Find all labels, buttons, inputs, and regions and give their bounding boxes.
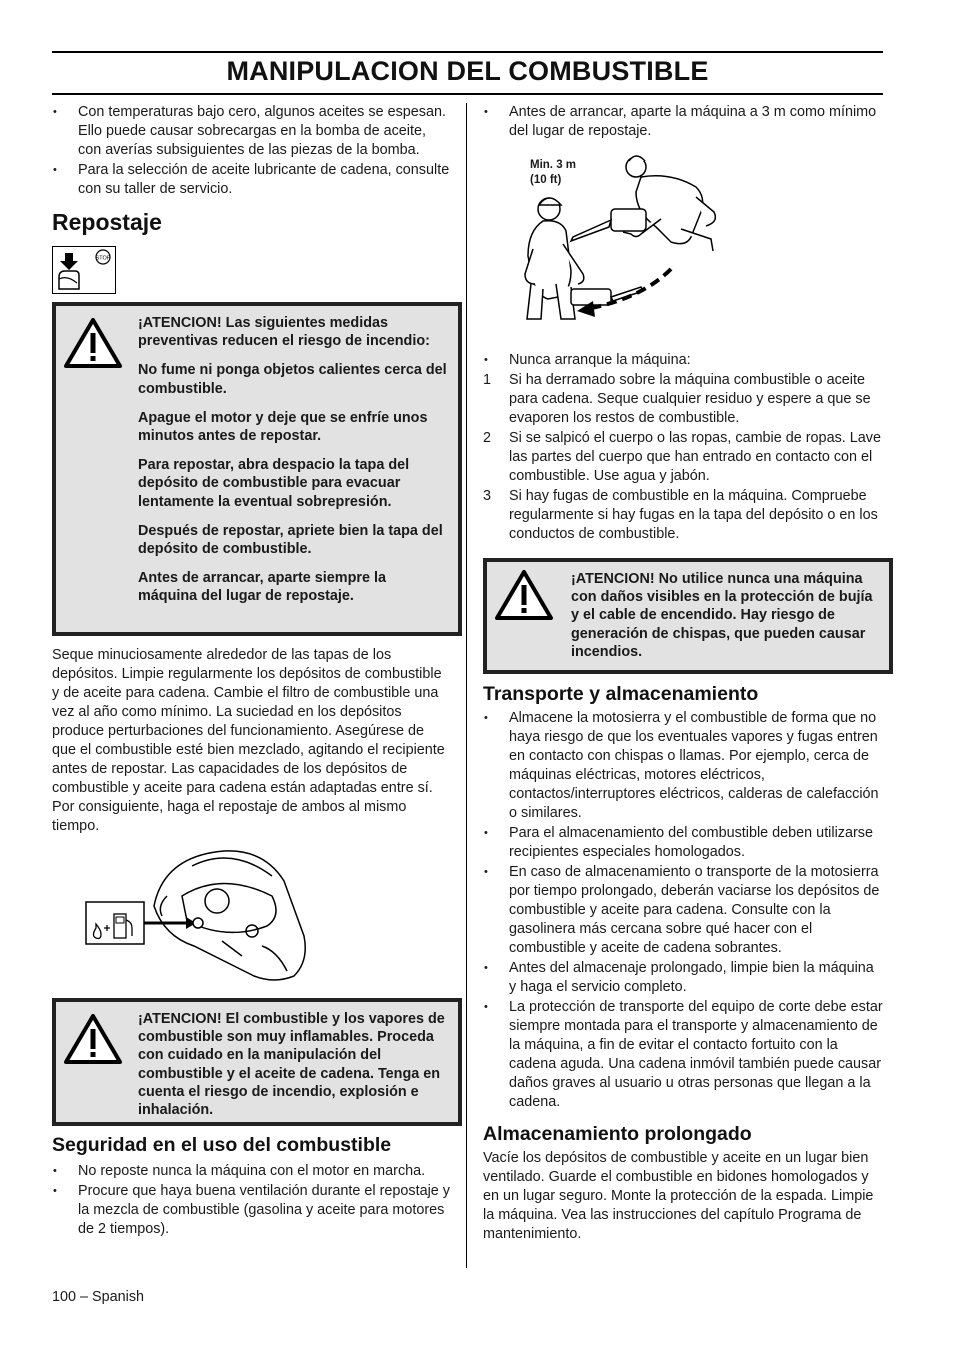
warning-box-fire [52, 302, 462, 636]
intro-bullet-list [52, 103, 450, 199]
list-item: • Procure que haya buena ventilación durante el repostaje y la mezcla de combustible (gasolina y aceite para motores de 2 tiempos). [53, 1183, 451, 1237]
page-title: MANIPULACION DEL COMBUSTIBLE [226, 56, 709, 86]
warning-triangle-icon [62, 1012, 124, 1066]
list-item: • Para la selección de aceite lubricante de cadena, consulte con su taller de servicio. [53, 162, 450, 197]
warning-text: ¡ATENCION! No utilice nunca una máquina con daños visibles en la protección de bujía y el cable de encendido. Hay riesgo de generación de chispas, que pueden causar incendios. [571, 571, 873, 660]
stop-label: STOP [95, 255, 111, 262]
warning-text: No fume ni ponga objetos calientes cerca del combustible. [138, 362, 447, 397]
list-item: • En caso de almacenamiento o transporte de la motosierra por tiempo prolongado, deberán vaciarse los depósitos de combustible y aceite para cadena. Consulte con la gasolinera más cercana sobre qué hacer con el combustible y aceite de cadena sobrantes. [484, 864, 880, 956]
list-item: • Antes del almacenaje prolongado, limpie bien la máquina y haga el servicio completo. [484, 960, 874, 995]
list-item: • Antes de arrancar, aparte la máquina a 3 m como mínimo del lugar de repostaje. [484, 104, 877, 139]
fuel-tank-illustration [52, 846, 450, 984]
column-divider [466, 103, 467, 1268]
transporte-heading: Transporte y almacenamiento [483, 683, 759, 705]
refuel-stop-symbol [52, 246, 116, 294]
warning-text: Antes de arrancar, aparte siempre la máquina del lugar de repostaje. [138, 570, 386, 605]
warning-text: Para repostar, abra despacio la tapa del depósito de combustible para evacuar lentamente la eventual sobrepresión. [138, 457, 410, 510]
warning-triangle-icon [493, 568, 555, 622]
list-item: • Con temperaturas bajo cero, algunos aceites se espesan. Ello puede causar sobrecargas en la bomba de aceite, con averías subsiguientes de las piezas de la bomba. [53, 104, 446, 158]
numbered-item: 3 Si hay fugas de combustible en la máquina. Compruebe regularmente si hay fugas en la tapa del depósito o en los conductos de combustible. [483, 488, 878, 542]
warning-text: ¡ATENCION! Las siguientes medidas preventivas reducen el riesgo de incendio: [138, 315, 430, 350]
list-item: • La protección de transporte del equipo de corte debe estar siempre montada para el transporte y almacenamiento de la máquina, a fin de evitar el contacto fortuito con la cadena aguda. Una cadena inmóvil también puede causar daños graves al usuario u otras personas que llegan a la cadena. [484, 999, 883, 1110]
warning-box-sparks [483, 558, 893, 674]
numbered-item: 1 Si ha derramado sobre la máquina combustible o aceite para cadena. Seque cualquier residuo y espere a que se evaporen los restos de combustible. [483, 372, 871, 426]
top-rule [52, 51, 883, 53]
page-footer: 100 – Spanish [52, 1289, 145, 1305]
warning-box-flammable [52, 998, 462, 1126]
list-item: • Almacene la motosierra y el combustible de forma que no haya riesgo de que los eventuales vapores y fugas entren en contacto con chispas o llamas. Por ejemplo, cerca de máquinas eléctricas, motores eléctricos, contactos/interruptores eléctricos, calderas de calefacción o similares. [484, 710, 879, 821]
seguridad-heading: Seguridad en el uso del combustible [52, 1134, 392, 1156]
numbered-item: 2 Si se salpicó el cuerpo o las ropas, cambie de ropas. Lave las partes del cuerpo que han entrado en contacto con el combustible. Use agua y jabón. [483, 430, 881, 484]
right-column [483, 103, 883, 1244]
distance-label: Min. 3 m (10 ft) [530, 159, 577, 186]
never-start-list [483, 351, 883, 544]
warning-triangle-icon [62, 316, 124, 370]
warning-text: Después de repostar, apriete bien la tapa del depósito de combustible. [138, 522, 443, 558]
list-item: • No reposte nunca la máquina con el motor en marcha. [53, 1163, 426, 1179]
engine-off-icon [53, 247, 115, 293]
warning-text: Apague el motor y deje que se enfríe unos minutos antes de repostar. [138, 409, 428, 445]
distance-illustration [483, 149, 883, 329]
transporte-bullet-list [483, 709, 883, 1112]
title-underline [52, 93, 883, 95]
warning-text: ¡ATENCION! El combustible y los vapores de combustible son muy inflamables. Proceda con cuidado en la manipulación del combustible y el aceite de cadena. Tenga en cuenta el riesgo de incendio, explosión e inhalación. [138, 1011, 445, 1119]
left-column [52, 103, 450, 1240]
almacenamiento-paragraph: Vacíe los depósitos de combustible y aceite en un lugar bien ventilado. Guarde el combustible en bidones homologados y en un lugar seguro. Monte la protección de la espada. Limpie la máquina. Vea las instrucciones del capítulo Programa de mantenimiento. [483, 1150, 874, 1242]
repostaje-heading: Repostaje [52, 209, 162, 235]
seguridad-bullet-list [52, 1162, 450, 1239]
almacenamiento-heading: Almacenamiento prolongado [483, 1123, 752, 1145]
refuel-paragraph: Seque minuciosamente alrededor de las tapas de los depósitos. Limpie regularmente los depósitos de combustible y de aceite para cadena. Cambie el filtro de combustible una vez al año como mínimo. La suciedad en los depósitos produce perturbaciones del funcionamiento. Asegúrese de que el combustible esté bien mezclado, agitando el recipiente antes de repostar. Las capacidades de los depósitos de combustible y aceite para cadena están adaptadas entre sí. Por consiguiente, haga el repostaje de ambos al mismo tiempo. [52, 647, 445, 834]
distance-bullet-list [483, 103, 883, 141]
list-item: • Nunca arranque la máquina: [484, 352, 691, 368]
list-item: • Para el almacenamiento del combustible deben utilizarse recipientes especiales homologados. [484, 825, 873, 860]
